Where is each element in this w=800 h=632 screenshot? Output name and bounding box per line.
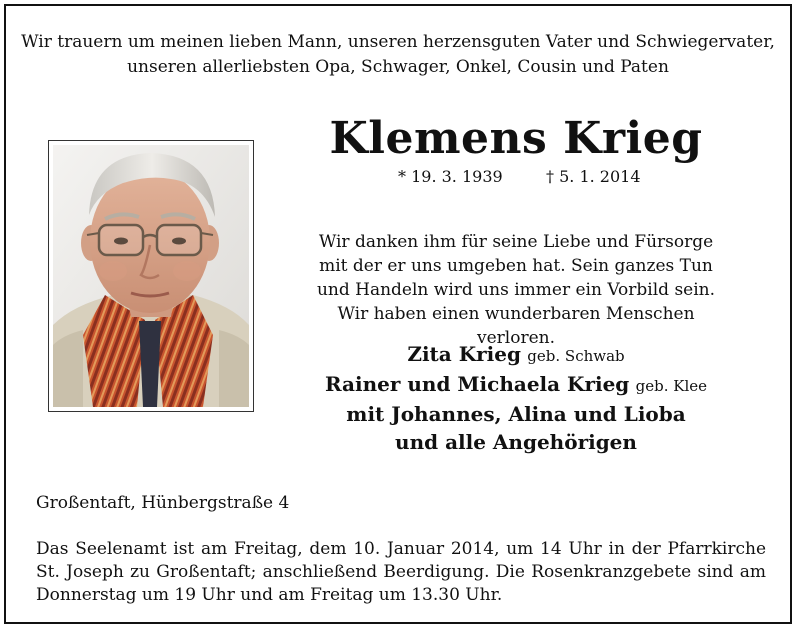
death-date: † 5. 1. 2014: [546, 167, 641, 186]
portrait-image: [53, 145, 249, 407]
deceased-name: Klemens Krieg: [329, 113, 703, 164]
birth-date: * 19. 3. 1939: [398, 167, 503, 186]
mourners-list: [306, 340, 726, 456]
intro-text: [6, 30, 790, 80]
intro-line: Wir trauern um meinen lieben Mann, unseren herzensguten Vater und Schwiegervater,: [21, 32, 775, 52]
wife-maiden-name: geb. Schwab: [527, 347, 625, 365]
wife-name: Zita Krieg: [407, 342, 521, 366]
service-line: Donnerstag um 19 Uhr und am Freitag um 13.30 Uhr.: [36, 585, 503, 605]
portrait-photo: [48, 140, 254, 412]
intro-line: unseren allerliebsten Opa, Schwager, Onkel, Cousin und Paten: [127, 57, 669, 77]
children-maiden-name: geb. Klee: [635, 377, 708, 395]
service-line: St. Joseph zu Großentaft; anschließend Beerdigung. Die Rosenkranzgebete sind am: [36, 562, 766, 582]
family-address: Großentaft, Hünbergstraße 4: [36, 493, 290, 513]
mourner-children: [306, 370, 726, 400]
obituary-notice: [4, 4, 792, 624]
mourner-wife: [306, 340, 726, 370]
thanks-text: [296, 230, 736, 350]
service-line: Das Seelenamt ist am Freitag, dem 10. Januar 2014, um 14 Uhr in der Pfarrkirche: [36, 539, 766, 559]
children-names: Rainer und Michaela Krieg: [324, 372, 630, 396]
thanks-line: mit der er uns umgeben hat. Sein ganzes Tun: [319, 256, 713, 276]
thanks-line: Wir haben einen wunderbaren Menschen verloren.: [337, 304, 695, 348]
thanks-line: und Handeln wird uns immer ein Vorbild sein.: [316, 280, 716, 300]
thanks-line: Wir danken ihm für seine Liebe und Fürsorge: [318, 232, 714, 252]
mourner-grandchildren: mit Johannes, Alina und Lioba: [346, 402, 686, 426]
funeral-service-info: [36, 538, 766, 607]
mourner-relatives: und alle Angehörigen: [395, 430, 637, 454]
